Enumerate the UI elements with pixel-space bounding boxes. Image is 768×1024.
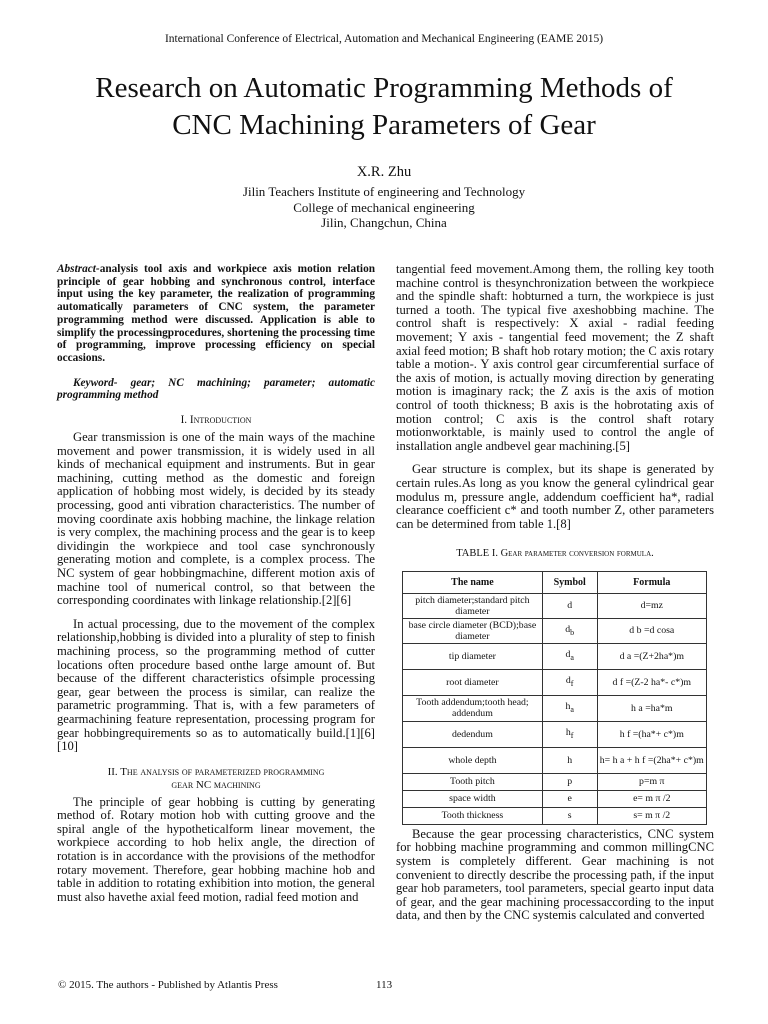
- table-header-cell: The name: [403, 571, 543, 593]
- table-cell-name: whole depth: [403, 747, 543, 773]
- section-heading-introduction: I. Introduction: [180, 414, 252, 427]
- table-row: [403, 618, 707, 643]
- copyright-footer: © 2015. The authors - Published by Atlantis Press: [58, 979, 278, 991]
- symbol-subscript: b: [570, 627, 575, 637]
- left-column: [57, 263, 375, 904]
- abstract-text: analysis tool axis and workpiece axis motion relation principle of gear hobbing and synchronous control, interface input using the key parameter, the realization of programming automatically parameters of CNC system, the parameter programming method were discussed. Application is able to simplify the processingprocedures, shortening the processing time of programming, improve processing efficiency on special occasions.: [57, 263, 375, 364]
- title-line-2: CNC Machining Parameters of Gear: [172, 109, 596, 141]
- gear-parameter-table: [402, 571, 707, 825]
- section-heading-analysis-line-2: gear NC machining: [171, 778, 261, 791]
- table-caption: TABLE I. Gear parameter conversion formula.: [456, 548, 654, 560]
- table-cell-formula: h f =(ha*+ c*)m: [597, 721, 706, 747]
- table-cell-symbol: $d_a$: [542, 643, 597, 669]
- table-header-cell: Formula: [597, 571, 706, 593]
- section2-paragraph-1: The principle of gear hobbing is cutting by generating method of. Rotary motion hob with cutting groove and the spiral angle of the hypotheticalform linear movement, the workpiece according to hob helix angle, the direction of rotation is in accordance with the provisions of the methodfor rotary movement. Therefore, gear hobbing machine hob and table in addition to rotating exhibition into motion, the general must also havethe axial feed motion, radial feed motion and: [57, 794, 375, 904]
- title-line-1: Research on Automatic Programming Methods of: [95, 72, 673, 104]
- symbol-subscript: a: [570, 653, 574, 663]
- section-heading-analysis-line-1: II. The analysis of parameterized programming: [107, 765, 325, 778]
- page-number: 113: [376, 979, 393, 991]
- table-row: [403, 747, 707, 773]
- table-row: [403, 593, 707, 618]
- table-cell-name: root diameter: [403, 669, 543, 695]
- table-cell-symbol: d: [542, 593, 597, 618]
- table-cell-symbol: p: [542, 773, 597, 790]
- affiliation-line-2: College of mechanical engineering: [293, 199, 475, 215]
- symbol-subscript: f: [570, 679, 574, 689]
- table-cell-name: Tooth pitch: [403, 773, 543, 790]
- table-cell-name: Tooth thickness: [403, 807, 543, 824]
- table-cell-formula: e= m π /2: [597, 790, 706, 807]
- table-cell-symbol: $h_f$: [542, 721, 597, 747]
- intro-paragraph-2: In actual processing, due to the movement of the complex relationship,hobbing is divided into a plurality of step to finish machining process, so the programming method of cutter locations often procedure based onthe large amount of. But because of the different characteristics ofsimple processing gear, gear between the process is similar, can realize the parametric programming. That is, with a few parameters of gearmachining feature representation, processing program for gear hobbingrequirements so as to automatically build.[1][6][10]: [57, 616, 375, 754]
- symbol-subscript: f: [570, 731, 574, 741]
- table-row: [403, 643, 707, 669]
- author-block: [0, 165, 768, 230]
- table-cell-name: Tooth addendum;tooth head; addendum: [403, 695, 543, 721]
- table-row: [403, 790, 707, 807]
- right-paragraph-1: tangential feed movement.Among them, the rolling key tooth machine control is thesynchronization between the workpiece and the spindle shaft: hobturned a turn, the workpiece is just turned a tooth. The typical five axeshobbing machine. The control shaft is respectively: X axial - radial feeding movement; Y axis - tangential feed movement; the Z shaft axial feed motion; B shaft hob rotary motion; the C axis rotary table a motion-. Y axis control gear circumferential surface of the axis of motion, is actually moving direction by generating motion is imaginary rack; the Z axis is the axis of motion control of tooth thickness; B axis is the hobrotating axis of motion control; C axis is the control shaft rotary motionworktable, is mainly used to control the angle of installation angle andbevel gear machining.[5]: [396, 262, 714, 453]
- section-heading-analysis: [57, 766, 375, 792]
- table-row: [403, 807, 707, 824]
- table-cell-symbol: e: [542, 790, 597, 807]
- table-cell-formula: p=m π: [597, 773, 706, 790]
- table-cell-formula: h a =ha*m: [597, 695, 706, 721]
- table-cell-symbol: $d_f$: [542, 669, 597, 695]
- table-cell-formula: d=mz: [597, 593, 706, 618]
- intro-paragraph-1: Gear transmission is one of the main ways of the machine movement and power transmission, it is widely used in all kinds of mechanical equipment and instruments. But in gear machining, cutting method as the domestic and foreign application of hobbing most widely, is decided by its steady processing, good anti vibration characteristics. The number of moving coordinate axis hobbing machine, the linkage relation is very complex, the machining process and the gear is to keep dividingin the workpiece and tool case synchronously generating motion and complete, is a complex process. The NC system of gear hobbingmachine, different motion axis of machine tool of numerical control, so that between the corresponding coordinates with linkage relationship.[2][6]: [57, 430, 375, 608]
- table-row: [403, 773, 707, 790]
- table-cell-symbol: $d_b$: [542, 618, 597, 643]
- table-header-cell: Symbol: [542, 571, 597, 593]
- right-paragraph-2: Gear structure is complex, but its shape is generated by certain rules.As long as you know the general cylindrical gear modulus m, pressure angle, addendum coefficient ha*, radial clearance coefficient c* and tooth number Z, other parameters can be determined from table 1.[8]: [396, 462, 714, 531]
- table-cell-symbol: s: [542, 807, 597, 824]
- table-row: [403, 721, 707, 747]
- table-cell-name: tip diameter: [403, 643, 543, 669]
- table-cell-name: space width: [403, 790, 543, 807]
- right-column: [396, 263, 714, 923]
- table-cell-formula: h= h a + h f =(2ha*+ c*)m: [597, 747, 706, 773]
- affiliation-line-1: Jilin Teachers Institute of engineering and Technology: [242, 184, 526, 200]
- table-cell-name: base circle diameter (BCD);base diameter: [403, 618, 543, 643]
- table-cell-symbol: h: [542, 747, 597, 773]
- table-cell-name: dedendum: [403, 721, 543, 747]
- table-cell-formula: d f =(Z-2 ha*- c*)m: [597, 669, 706, 695]
- author-name: X.R. Zhu: [356, 164, 412, 180]
- conference-header: International Conference of Electrical, Automation and Mechanical Engineering (EAME 2015): [164, 33, 604, 45]
- table-cell-symbol: $h_a$: [542, 695, 597, 721]
- keywords: Keyword- gear; NC machining; parameter; automatic programming method: [57, 376, 375, 402]
- table-row: [403, 695, 707, 721]
- table-cell-formula: d a =(Z+2ha*)m: [597, 643, 706, 669]
- table-header-row: [403, 571, 707, 593]
- table-row: [403, 669, 707, 695]
- symbol-subscript: a: [570, 705, 574, 715]
- abstract-label: Abstract-: [57, 263, 100, 275]
- paper-title: [40, 70, 728, 144]
- table-cell-formula: s= m π /2: [597, 807, 706, 824]
- right-paragraph-3: Because the gear processing characteristics, CNC system for hobbing machine programming and common millingCNC system is completely different. Gear machining is not convenient to directly describe the processing path, if the input gear hob parameters, tool parameters, special gearto input data of gear, and the gear machining processaccording to the input data, and then by the CNC systemis calculated and converted: [396, 826, 714, 923]
- abstract: [57, 263, 375, 365]
- table-cell-formula: d b =d cosa: [597, 618, 706, 643]
- affiliation-line-3: Jilin, Changchun, China: [321, 214, 447, 230]
- table-cell-name: pitch diameter;standard pitch diameter: [403, 593, 543, 618]
